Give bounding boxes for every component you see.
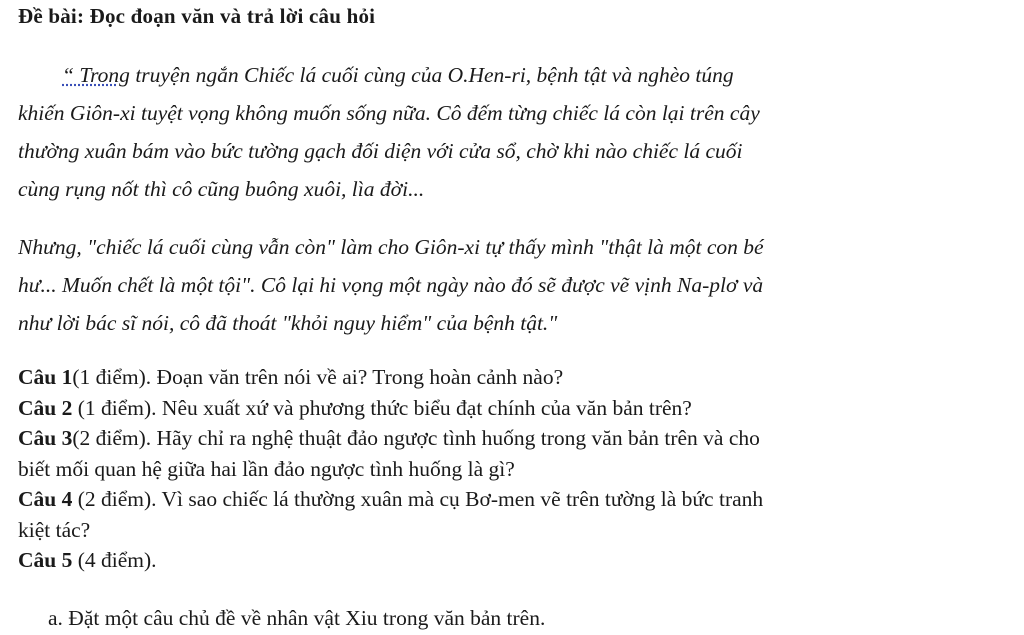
question-label: Câu 4 [18,487,73,511]
question-4-continued [18,515,1018,546]
question-text: (2 điểm). Vì sao chiếc lá thường xuân mà cụ Bơ-men vẽ trên tường là bức tranh [72,487,764,511]
question-3-continued [18,454,1018,485]
passage-paragraph-1 [18,56,1018,208]
passage-line: cùng rụng nốt thì cô cũng buông xuôi, lìa đời... [18,177,425,201]
passage-paragraph-2 [18,228,1018,342]
question-1 [18,362,1018,393]
question-text: (4 điểm). [72,548,157,572]
passage-line: như lời bác sĩ nói, cô đã thoát "khỏi nguy hiểm" của bệnh tật." [18,311,558,335]
sub-question-a: a. Đặt một câu chủ đề về nhân vật Xiu trong văn bản trên. [48,606,546,630]
question-text: biết mối quan hệ giữa hai lần đảo ngược tình huống là gì? [18,456,515,481]
question-2 [18,393,1018,424]
question-label: Câu 5 [18,548,73,572]
passage-line: hư... Muốn chết là một tội". Cô lại hi vọng một ngày nào đó sẽ được vẽ vịnh Na-plơ và [18,273,764,297]
passage-line: khiến Giôn-xi tuyệt vọng không muốn sống nữa. Cô đếm từng chiếc lá còn lại trên cây [18,101,760,125]
question-label: Câu 1 [18,365,73,389]
question-3 [18,423,1018,454]
passage-line-text: truyện ngắn Chiếc lá cuối cùng của O.Hen-ri, bệnh tật và nghèo túng [129,63,734,87]
question-text: kiệt tác? [18,517,91,542]
question-text: (1 điểm). Nêu xuất xứ và phương thức biểu đạt chính của văn bản trên? [72,395,692,420]
passage-line: thường xuân bám vào bức tường gạch đối diện với cửa sổ, chờ khi nào chiếc lá cuối [18,139,743,163]
question-text: (1 điểm). Đoạn văn trên nói về ai? Trong hoàn cảnh nào? [72,365,564,389]
passage-line [18,56,1018,94]
passage-line: Nhưng, "chiếc lá cuối cùng vẫn còn" làm cho Giôn-xi tự thấy mình "thật là một con bé [18,235,764,259]
question-label: Câu 2 [18,395,73,420]
exam-title: Đề bài: Đọc đoạn văn và trả lời câu hỏi [18,4,376,28]
question-list [18,362,1018,576]
question-5 [18,545,1018,576]
passage-lead-word: “ Trong [62,63,130,87]
question-label: Câu 3 [18,426,73,450]
question-4 [18,484,1018,515]
question-text: (2 điểm). Hãy chỉ ra nghệ thuật đảo ngược tình huống trong văn bản trên và cho [72,426,760,450]
